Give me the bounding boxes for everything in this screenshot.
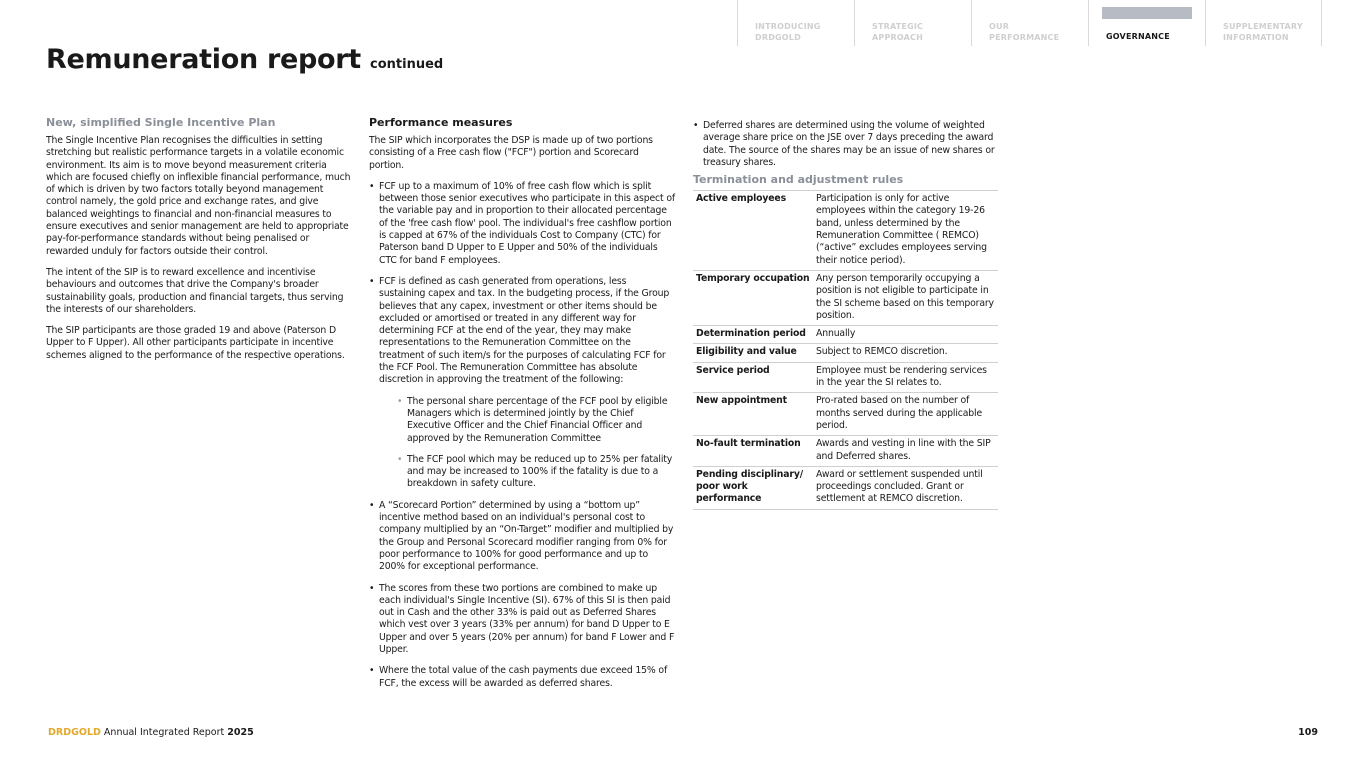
list-item-text: The FCF pool which may be reduced up to 25% per fatality and may be increased to 100% if the fatality is due to a breakdown in safety culture. [407, 453, 673, 490]
rule-name: Determination period [693, 326, 813, 344]
list-item-text: FCF up to a maximum of 10% of free cash flow which is split between those senior executives who participate in this aspect of the variable pay and in proportion to their allocated percentage of the 'free cash flow' pool. The individual's free cashflow portion is capped at 67% of the individuals Cost to Company (CTC) for Paterson band D Upper to E Upper and 50% of the individuals CTC for band F employees. [379, 180, 675, 266]
paragraph: The SIP which incorporates the DSP is made up of two portions consisting of a Free cash flow ("FCF") portion and Scorecard portion. [369, 135, 653, 171]
table-row [693, 466, 998, 509]
termination-rules-table [693, 190, 998, 510]
rule-value: Any person temporarily occupying a position is not eligible to participate in the SI scheme based on this temporary position. [813, 270, 998, 325]
tab-label: STRATEGIC APPROACH [872, 22, 924, 42]
rule-value: Award or settlement suspended until proceedings concluded. Grant or settlement at REMCO discretion. [813, 466, 998, 509]
section-heading: Performance measures [369, 116, 513, 129]
list-item-text: The scores from these two portions are combined to make up each individual's Single Incentive (SI). 67% of this SI is then paid out in Cash and the other 33% is paid out as Deferred Shares which vest over 3 years (33% per annum) for band D Upper to E Upper and over 5 years (20% per annum) for band F Lower and F Upper. [379, 582, 675, 655]
rule-name: New appointment [693, 393, 813, 436]
rule-name: Eligibility and value [693, 344, 813, 362]
list-item-text: Where the total value of the cash payments due exceed 15% of FCF, the excess will be awarded as deferred shares. [379, 665, 668, 689]
rule-name: Service period [693, 362, 813, 393]
section-heading: New, simplified Single Incentive Plan [46, 116, 276, 129]
rule-value: Employee must be rendering services in the year the SI relates to. [813, 362, 998, 393]
footer-brand: DRDGOLD [48, 727, 101, 738]
table-row [693, 344, 998, 362]
table-row [693, 362, 998, 393]
performance-measures-section [369, 116, 675, 699]
sub-list-item [379, 396, 675, 445]
tab-label: OUR PERFORMANCE [989, 22, 1060, 42]
list-item [693, 120, 998, 169]
rule-value: Awards and vesting in line with the SIP and Deferred shares. [813, 436, 998, 467]
table-row [693, 326, 998, 344]
rule-value: Annually [813, 326, 998, 344]
bullet-list [369, 181, 675, 690]
page-number: 109 [1298, 727, 1318, 738]
single-incentive-plan-section [46, 116, 352, 371]
tab-strategic-approach[interactable] [854, 0, 971, 46]
paragraph: The Single Incentive Plan recognises the difficulties in setting stretching but realistic performance targets in a volatile economic environment. Its aim is to move beyond measurement criteria which are focused chiefly on inflexible financial performance, much of which is driven by two factors totally beyond management control namely, the gold price and exchange rates, and give balanced weightings to financial and non-financial measures to ensure executives and senior management are held to appropriate pay-for-performance standards without being penalised or rewarded unduly for factors outside their control. [46, 135, 351, 257]
rule-value: Pro-rated based on the number of months served during the applicable period. [813, 393, 998, 436]
list-item-text: The personal share percentage of the FCF pool by eligible Managers which is determined jointly by the Chief Executive Officer and the Chief Financial Officer and approved by the Remuneration Committee [407, 395, 668, 444]
termination-rules-section [693, 120, 998, 510]
tab-label: GOVERNANCE [1106, 32, 1170, 41]
list-item [369, 181, 675, 267]
list-item-text: FCF is defined as cash generated from operations, less sustaining capex and tax. In the budgeting process, if the Group believes that any capex, investment or other items should be excluded or amortised or treated in any different way for determining FCF at the end of the year, they may make representations to the Remuneration Committee on the treatment of such item/s for the purposes of calculating FCF for the FCF Pool. The Remuneration Committee has absolute discretion in approving the treatment of the following: [379, 275, 670, 386]
rule-name: Active employees [693, 191, 813, 271]
page-title [46, 44, 443, 75]
sub-list-item [379, 454, 675, 491]
page-subtitle: continued [370, 57, 444, 72]
tab-our-performance[interactable] [971, 0, 1088, 46]
footer-report-name: Annual Integrated Report [100, 727, 228, 738]
list-item-text: A “Scorecard Portion” determined by using a “bottom up” incentive method based on an individual's personal cost to company multiplied by an “On-Target” modifier and multiplied by the Group and Personal Scorecard modifier ranging from 0% for poor performance to 100% for good performance and up to 200% for exceptional performance. [379, 499, 674, 573]
page-title-text: Remuneration report [46, 44, 361, 75]
section-nav [737, 0, 1322, 46]
table-row [693, 270, 998, 325]
section-heading: Termination and adjustment rules [693, 173, 904, 187]
table-row [693, 191, 998, 271]
list-item [369, 276, 675, 491]
rule-value: Participation is only for active employees within the category 19-26 band, unless determined by the Remuneration Committee ( REMCO) (“active” excludes employees serving their notice period). [813, 191, 998, 271]
list-item-text: Deferred shares are determined using the volume of weighted average share price on the JSE over 7 days preceding the award date. The source of the shares may be an issue of new shares or treasury shares. [703, 120, 995, 168]
rule-name: Temporary occupation [693, 270, 813, 325]
sub-bullet-list [379, 396, 675, 491]
table-row [693, 393, 998, 436]
bullet-list [693, 120, 998, 169]
rule-value: Subject to REMCO discretion. [813, 344, 998, 362]
list-item [369, 500, 675, 574]
paragraph: The intent of the SIP is to reward excellence and incentivise behaviours and outcomes that drive the Company's broader sustainability goals, production and financial targets, thus serving the interests of our shareholders. [46, 266, 344, 315]
active-tab-indicator [1102, 7, 1192, 19]
tab-supplementary-information[interactable] [1205, 0, 1322, 46]
table-row [693, 436, 998, 467]
paragraph: The SIP participants are those graded 19 and above (Paterson D Upper to F Upper). All other participants participate in incentive schemes aligned to the performance of the respective operations. [46, 325, 345, 361]
tab-label: INTRODUCING DRDGOLD [755, 22, 821, 42]
tab-introducing-drdgold[interactable] [737, 0, 854, 46]
tab-label: SUPPLEMENTARY INFORMATION [1223, 22, 1303, 42]
list-item [369, 665, 675, 690]
list-item [369, 583, 675, 657]
rule-name: No-fault termination [693, 436, 813, 467]
rule-name: Pending disciplinary/ poor work performance [693, 466, 813, 509]
tab-governance[interactable] [1088, 0, 1205, 46]
footer-report-title [48, 727, 254, 738]
footer-year: 2025 [227, 727, 254, 738]
